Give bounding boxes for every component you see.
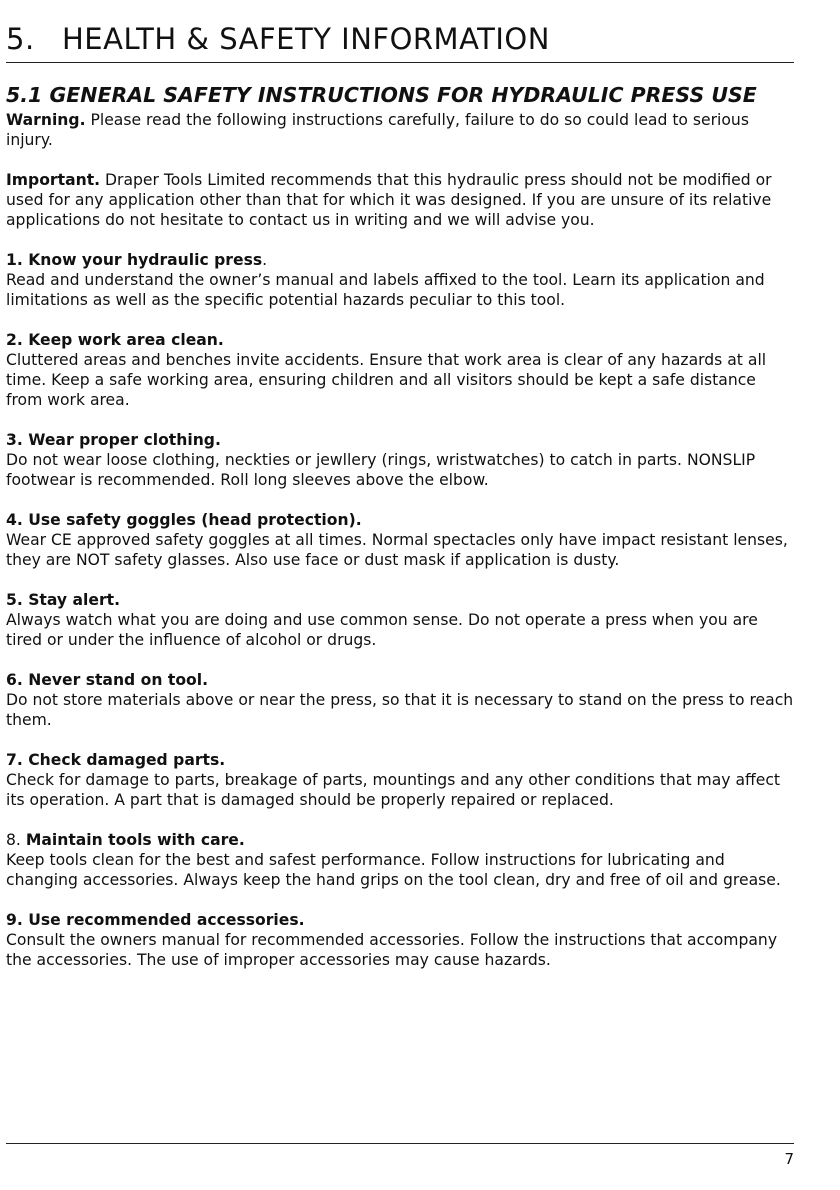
safety-item-1 <box>6 250 796 310</box>
safety-item-title: 8. Maintain tools with care. <box>6 831 245 849</box>
header-divider <box>6 62 794 63</box>
safety-item-body: Read and understand the owner’s manual and labels affixed to the tool. Learn its application and limitations as well as the specific potential hazards peculiar to this tool. <box>6 271 765 309</box>
safety-item-6 <box>6 670 796 730</box>
safety-item-title: 9. Use recommended accessories. <box>6 911 305 929</box>
safety-item-body: Do not wear loose clothing, neckties or jewllery (rings, wristwatches) to catch in parts. NONSLIP footwear is recommended. Roll long sleeves above the elbow. <box>6 451 756 489</box>
chapter-title: HEALTH & SAFETY INFORMATION <box>62 22 550 56</box>
safety-item-9 <box>6 910 796 970</box>
warning-paragraph <box>6 110 796 150</box>
safety-item-body: Keep tools clean for the best and safest performance. Follow instructions for lubricating and changing accessories. Always keep the hand grips on the tool clean, dry and free of oil and grease. <box>6 851 781 889</box>
safety-item-body: Do not store materials above or near the press, so that it is necessary to stand on the press to reach them. <box>6 691 794 729</box>
important-text: Draper Tools Limited recommends that this hydraulic press should not be modified or used for any application other than that for which it was designed. If you are unsure of its relative applications do not hesitate to contact us in writing and we will advise you. <box>6 171 772 229</box>
important-paragraph <box>6 170 796 230</box>
safety-item-8 <box>6 830 796 890</box>
safety-item-7 <box>6 750 796 810</box>
safety-item-4 <box>6 510 796 570</box>
safety-item-body: Consult the owners manual for recommended accessories. Follow the instructions that accompany the accessories. The use of improper accessories may cause hazards. <box>6 931 778 969</box>
page-number: 7 <box>784 1150 794 1168</box>
safety-item-body: Check for damage to parts, breakage of parts, mountings and any other conditions that may affect its operation. A part that is damaged should be properly repaired or replaced. <box>6 771 781 809</box>
safety-item-body: Always watch what you are doing and use common sense. Do not operate a press when you are tired or under the influence of alcohol or drugs. <box>6 611 758 649</box>
safety-item-title: 7. Check damaged parts. <box>6 751 226 769</box>
warning-label: Warning. <box>6 111 86 129</box>
page-title <box>6 22 550 56</box>
warning-text: Please read the following instructions carefully, failure to do so could lead to serious injury. <box>6 111 749 149</box>
safety-item-title: 2. Keep work area clean. <box>6 331 224 349</box>
safety-item-body: Cluttered areas and benches invite accidents. Ensure that work area is clear of any hazards at all time. Keep a safe working area, ensuring children and all visitors should be kept a safe distance from work area. <box>6 351 767 409</box>
safety-item-title: 6. Never stand on tool. <box>6 671 209 689</box>
chapter-number: 5. <box>6 22 35 56</box>
document-body <box>6 110 796 990</box>
safety-item-title: 1. Know your hydraulic press. <box>6 251 268 269</box>
section-heading: 5.1 GENERAL SAFETY INSTRUCTIONS FOR HYDRAULIC PRESS USE <box>6 83 757 107</box>
safety-item-3 <box>6 430 796 490</box>
safety-item-2 <box>6 330 796 410</box>
footer-divider <box>6 1143 794 1144</box>
safety-item-5 <box>6 590 796 650</box>
safety-item-title: 5. Stay alert. <box>6 591 121 609</box>
safety-item-body: Wear CE approved safety goggles at all times. Normal spectacles only have impact resistant lenses, they are NOT safety glasses. Also use face or dust mask if application is dusty. <box>6 531 788 569</box>
important-label: Important. <box>6 171 101 189</box>
safety-item-title: 3. Wear proper clothing. <box>6 431 221 449</box>
safety-item-title: 4. Use safety goggles (head protection). <box>6 511 362 529</box>
